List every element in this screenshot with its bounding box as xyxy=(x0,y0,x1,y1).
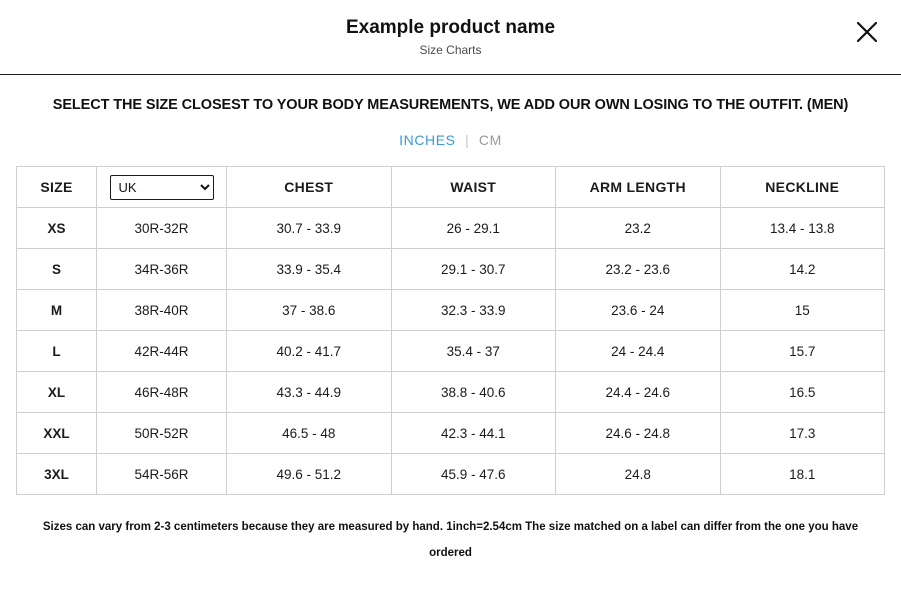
table-header xyxy=(17,167,885,208)
column-header-neckline: NECKLINE xyxy=(720,167,885,208)
unit-separator: | xyxy=(465,132,470,148)
column-header-waist: WAIST xyxy=(391,167,556,208)
cell-size: L xyxy=(17,331,97,372)
close-icon-glyph xyxy=(856,21,878,43)
cell-neck: 15 xyxy=(720,290,885,331)
table-row xyxy=(17,249,885,290)
table-header-row xyxy=(17,167,885,208)
measurement-note: Sizes can vary from 2-3 centimeters because they are measured by hand. 1inch=2.54cm The size matched on a label can differ from the one you have ordered xyxy=(42,521,859,559)
cell-waist: 38.8 - 40.6 xyxy=(391,372,556,413)
cell-chest: 43.3 - 44.9 xyxy=(227,372,392,413)
cell-arm: 24.6 - 24.8 xyxy=(556,413,721,454)
cell-uk: 50R-52R xyxy=(97,413,227,454)
column-header-arm-length: ARM LENGTH xyxy=(556,167,721,208)
table-row xyxy=(17,331,885,372)
cell-arm: 23.2 - 23.6 xyxy=(556,249,721,290)
cell-uk: 46R-48R xyxy=(97,372,227,413)
column-header-size: SIZE xyxy=(17,167,97,208)
cell-uk: 38R-40R xyxy=(97,290,227,331)
cell-neck: 15.7 xyxy=(720,331,885,372)
close-icon[interactable] xyxy=(849,14,885,50)
unit-inches-option[interactable]: INCHES xyxy=(399,132,456,148)
cell-waist: 26 - 29.1 xyxy=(391,208,556,249)
cell-uk: 42R-44R xyxy=(97,331,227,372)
cell-arm: 24.4 - 24.6 xyxy=(556,372,721,413)
table-row xyxy=(17,290,885,331)
cell-neck: 17.3 xyxy=(720,413,885,454)
cell-size: XS xyxy=(17,208,97,249)
cell-size: 3XL xyxy=(17,454,97,495)
cell-chest: 40.2 - 41.7 xyxy=(227,331,392,372)
cell-chest: 46.5 - 48 xyxy=(227,413,392,454)
table-row xyxy=(17,413,885,454)
cell-neck: 14.2 xyxy=(720,249,885,290)
instruction-text: SELECT THE SIZE CLOSEST TO YOUR BODY MEASUREMENTS, WE ADD OUR OWN LOSING TO THE OUTFIT. (MEN) xyxy=(52,97,849,113)
cell-arm: 24.8 xyxy=(556,454,721,495)
cell-neck: 13.4 - 13.8 xyxy=(720,208,885,249)
cell-uk: 30R-32R xyxy=(97,208,227,249)
cell-chest: 33.9 - 35.4 xyxy=(227,249,392,290)
cell-uk: 54R-56R xyxy=(97,454,227,495)
table-row xyxy=(17,454,885,495)
cell-size: XL xyxy=(17,372,97,413)
cell-uk: 34R-36R xyxy=(97,249,227,290)
modal-subtitle: Size Charts xyxy=(419,42,482,57)
column-header-chest: CHEST xyxy=(227,167,392,208)
page-title: Example product name xyxy=(345,16,556,38)
table-row xyxy=(17,372,885,413)
table-row xyxy=(17,208,885,249)
cell-waist: 35.4 - 37 xyxy=(391,331,556,372)
cell-neck: 16.5 xyxy=(720,372,885,413)
cell-waist: 32.3 - 33.9 xyxy=(391,290,556,331)
unit-cm-option[interactable]: CM xyxy=(478,132,502,148)
cell-neck: 18.1 xyxy=(720,454,885,495)
cell-arm: 24 - 24.4 xyxy=(556,331,721,372)
cell-waist: 45.9 - 47.6 xyxy=(391,454,556,495)
table-body xyxy=(17,208,885,495)
cell-size: S xyxy=(17,249,97,290)
unit-toggle xyxy=(16,132,885,148)
cell-waist: 42.3 - 44.1 xyxy=(391,413,556,454)
size-chart-table xyxy=(16,166,885,495)
cell-chest: 49.6 - 51.2 xyxy=(227,454,392,495)
cell-size: M xyxy=(17,290,97,331)
modal-header xyxy=(0,0,901,75)
column-header-region xyxy=(97,167,227,208)
cell-chest: 37 - 38.6 xyxy=(227,290,392,331)
cell-arm: 23.6 - 24 xyxy=(556,290,721,331)
cell-size: XXL xyxy=(17,413,97,454)
cell-chest: 30.7 - 33.9 xyxy=(227,208,392,249)
cell-waist: 29.1 - 30.7 xyxy=(391,249,556,290)
modal-body xyxy=(0,75,901,591)
cell-arm: 23.2 xyxy=(556,208,721,249)
region-select[interactable] xyxy=(110,175,214,200)
